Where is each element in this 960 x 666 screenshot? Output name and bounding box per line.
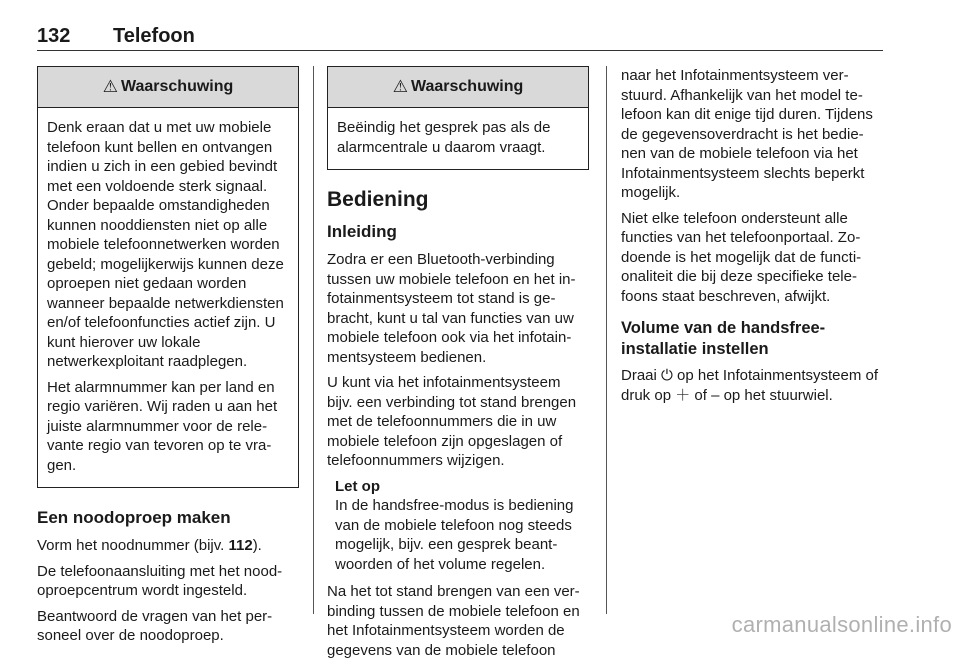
warning-body: [38, 108, 298, 487]
column-3: [621, 66, 883, 411]
watermark: carmanualsonline.info: [731, 612, 952, 637]
paragraph: [37, 536, 299, 556]
power-knob-icon: ⏻: [661, 367, 673, 384]
warning-title: Waarschuwing: [120, 78, 234, 95]
paragraph: De telefoonaansluiting met het noodoproepcentrum wordt ingesteld.: [37, 562, 283, 599]
paragraph: Niet elke telefoon ondersteunt alle functies van het telefoonportaal. Zodoende is het mogelijk dat de functionaliteit die bij deze specifieke telefoons staat beschreven, afwijkt.: [621, 209, 862, 305]
text-run: Draai: [621, 367, 662, 384]
note-box: [335, 477, 589, 575]
warning-header: [38, 67, 298, 108]
subheading: Inleiding: [327, 222, 397, 241]
warning-box: [37, 66, 299, 488]
paragraph: U kunt via het infotainmentsysteem bijv. een verbinding tot stand brengen met de telefoonnummers die in uw mobiele telefoon zijn opgeslagen of telefoonnummers wijzigen.: [327, 374, 577, 469]
paragraph: Zodra er een Bluetooth-verbinding tussen uw mobiele telefoon en het infotainmentsysteem tot stand is gebracht, kunt u tal van functies van uw mobiele telefoon ook via het infotainmentsysteem bedienen.: [327, 251, 576, 366]
warning-box: [327, 66, 589, 170]
text-run: ).: [252, 537, 262, 554]
section-title: Bediening: [327, 188, 429, 211]
text-run: Vorm het noodnummer (bijv.: [37, 537, 229, 554]
warning-paragraph: Denk eraan dat u met uw mobiele telefoon kunt bellen en ontvangen indien u zich in een gebied bevindt met een voldoende sterk signaal. Onder bepaalde omstandigheden kunnen nooddiensten niet op alle mobiele telefoonnetwerken worden gebeld; mogelijkerwijs kunnen deze oproepen niet gedaan worden wanneer bepaalde netwerkdiensten en/of telefoonfuncties actief zijn. U kunt hierover uw lokale netwerkexploitant raadplegen.: [47, 119, 284, 370]
warning-body: [328, 108, 588, 169]
emergency-call-heading: Een noodoproep maken: [37, 508, 231, 527]
header-divider: [37, 50, 883, 51]
paragraph: Na het tot stand brengen van een verbinding tussen de mobiele telefoon en het Infotainmentsysteem worden de gegevens van de mobiele telefoon: [327, 583, 580, 659]
page-number: 132: [37, 25, 71, 47]
note-text: In de handsfree-modus is bediening van de mobiele telefoon nog steeds mogelijk, bijv. een gesprek beantwoorden of het volume regelen.: [335, 497, 574, 573]
warning-triangle-icon: ⚠: [102, 77, 118, 96]
plus-icon: ＋: [675, 386, 691, 404]
page-header: [0, 0, 960, 50]
warning-header: [328, 67, 588, 108]
text-run: op het Infotainmentsysteem of druk op: [621, 367, 879, 404]
warning-triangle-icon: ⚠: [392, 77, 408, 96]
emergency-number: 112: [228, 537, 253, 554]
warning-paragraph: Het alarmnummer kan per land en regio variëren. Wij raden u aan het juiste alarmnummer voor de relevante regio van tevoren op te vragen.: [47, 378, 278, 474]
text-run: of – op het stuurwiel.: [690, 386, 833, 404]
note-title: Let op: [335, 477, 380, 495]
column-2: [327, 66, 589, 666]
paragraph: Beantwoord de vragen van het personeel over de noodoproep.: [37, 607, 273, 644]
warning-paragraph: Beëindig het gesprek pas als de alarmcentrale u daarom vraagt.: [337, 119, 551, 156]
warning-title: Waarschuwing: [410, 78, 524, 95]
paragraph: [621, 366, 883, 405]
column-1: [37, 66, 299, 652]
volume-heading: Volume van de handsfree-installatie instellen: [621, 319, 826, 358]
column-divider-2: [606, 66, 607, 614]
paragraph: naar het Infotainmentsysteem verstuurd. Afhankelijk van het model telefoon kan dit enige tijd duren. Tijdens de gegevensoverdracht is het bedienen van de mobiele telefoon via het Infotainmentsysteem slechts beperkt mogelijk.: [621, 67, 873, 201]
column-divider-1: [313, 66, 314, 614]
page-title: Telefoon: [113, 25, 195, 47]
